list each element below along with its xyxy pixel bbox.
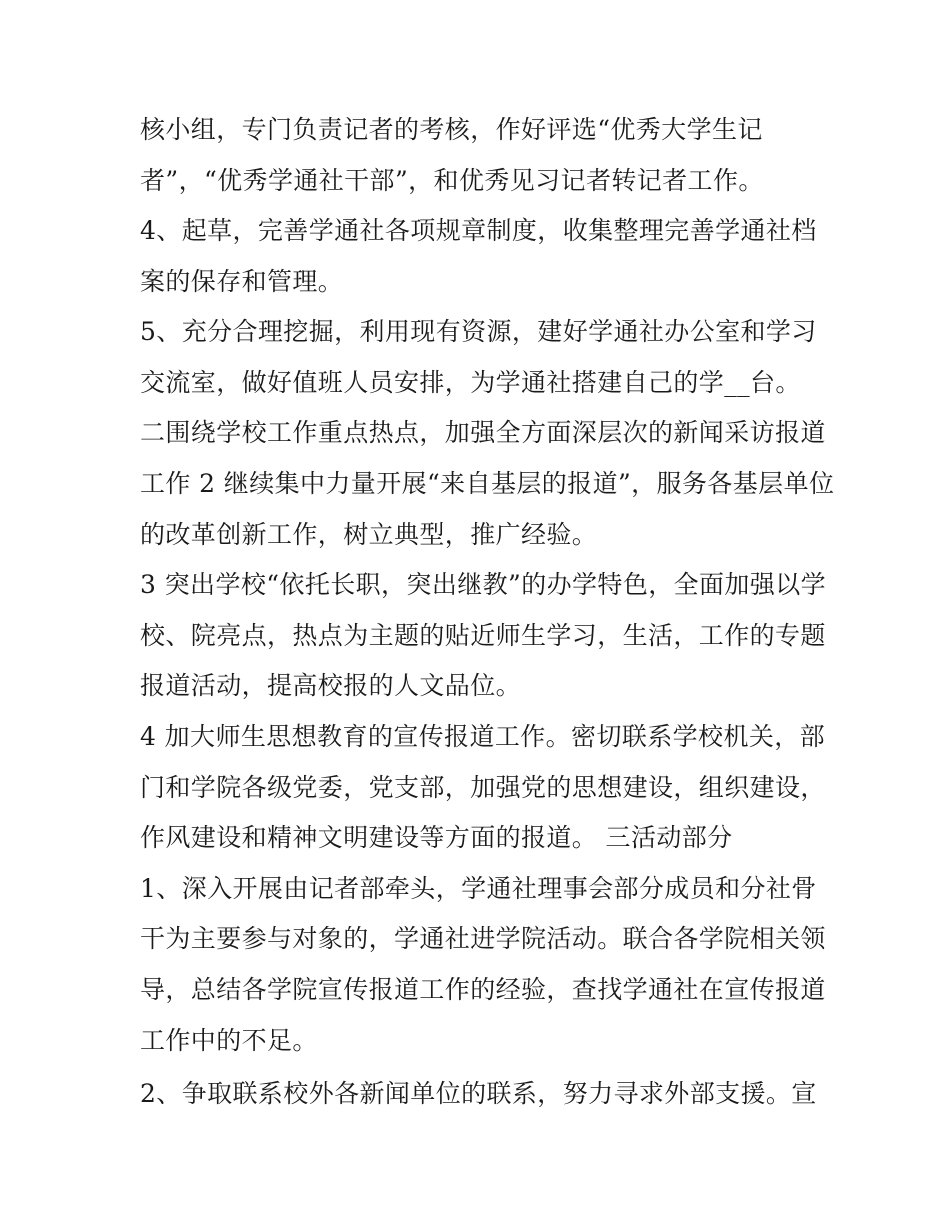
- text-line: 4 加大师生思想教育的宣传报道工作。密切联系学校机关，部: [140, 722, 826, 751]
- text-line: 工作 2 继续集中力量开展“来自基层的报道”，服务各基层单位: [140, 469, 835, 498]
- text-line: 报道活动，提高校报的人文品位。: [140, 671, 522, 700]
- text-line: 工作中的不足。: [140, 1026, 318, 1055]
- text-line: 3 突出学校“依托长职，突出继教”的办学特色，全面加强以学: [140, 570, 827, 599]
- text-line: 2、争取联系校外各新闻单位的联系，努力寻求外部支援。宣: [140, 1079, 817, 1108]
- text-line: 导，总结各学院宣传报道工作的经验，查找学通社在宣传报道: [140, 975, 826, 1004]
- text-line: 案的保存和管理。: [140, 267, 344, 296]
- text-line: 核小组，专门负责记者的考核，作好评选“优秀大学生记: [140, 115, 763, 144]
- text-line: 的改革创新工作，树立典型，推广经验。: [140, 520, 598, 549]
- text-line: 1、深入开展由记者部牵头，学通社理事会部分成员和分社骨: [140, 874, 817, 903]
- text-line: 二围绕学校工作重点热点，加强全方面深层次的新闻采访报道: [140, 418, 826, 447]
- text-line: 作风建设和精神文明建设等方面的报道。 三活动部分: [140, 823, 733, 852]
- text-line: 门和学院各级党委，党支部，加强党的思想建设，组织建设，: [140, 773, 826, 802]
- text-line: 4、起草，完善学通社各项规章制度，收集整理完善学通社档: [140, 216, 817, 245]
- text-line: 交流室，做好值班人员安排，为学通社搭建自己的学__台。: [140, 368, 801, 397]
- text-line: 者”，“优秀学通社干部”，和优秀见习记者转记者工作。: [140, 166, 764, 195]
- text-line: 5、充分合理挖掘，利用现有资源，建好学通社办公室和学习: [140, 317, 817, 346]
- text-line: 校、院亮点，热点为主题的贴近师生学习，生活，工作的专题: [140, 621, 826, 650]
- text-line: 干为主要参与对象的，学通社进学院活动。联合各学院相关领: [140, 924, 826, 953]
